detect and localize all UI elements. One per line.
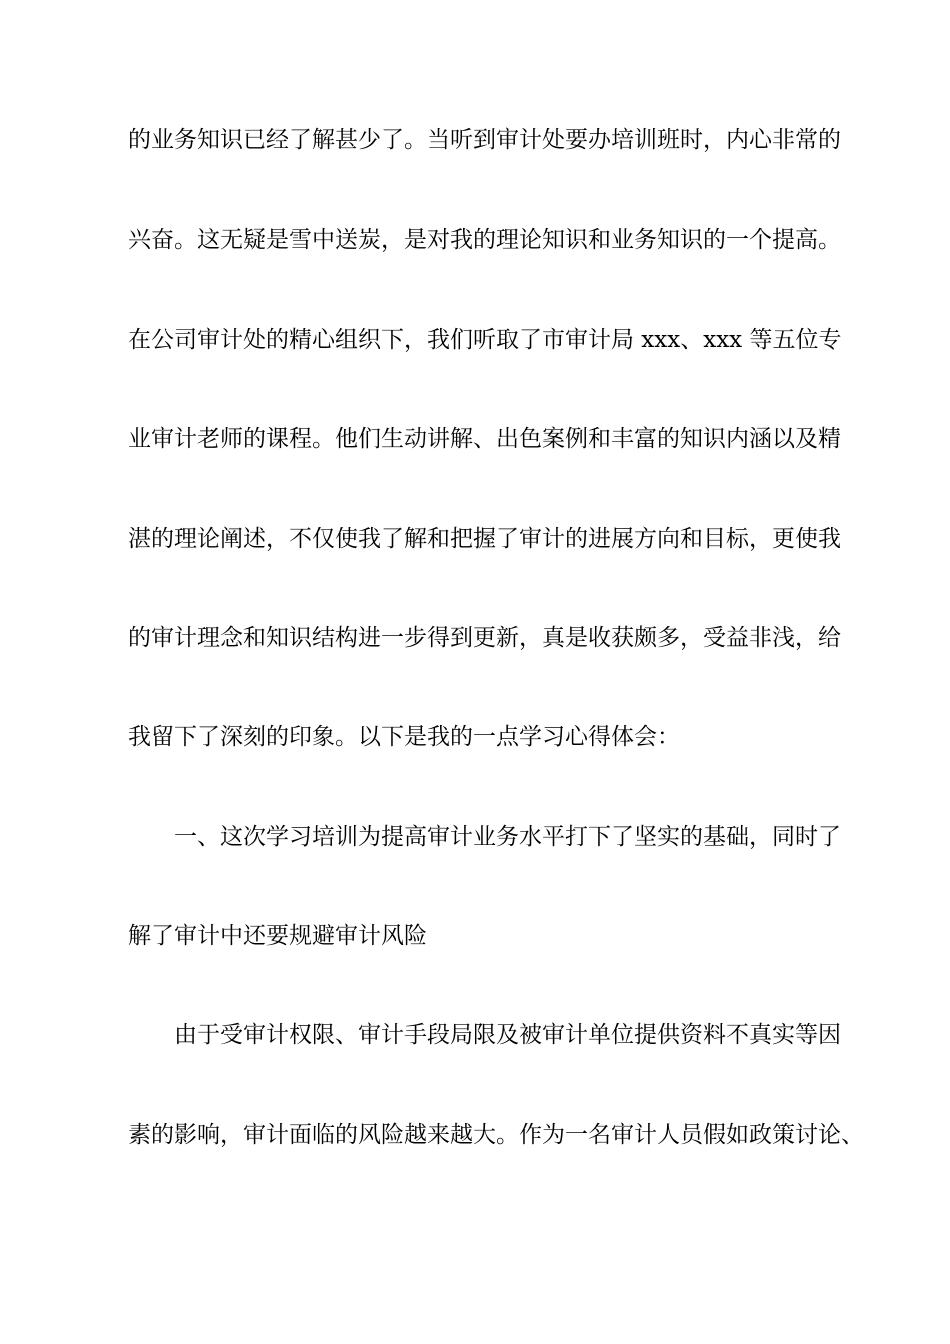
section-heading-line-1: 一、这次学习培训为提高审计业务水平打下了坚实的基础，同时了 bbox=[174, 824, 841, 850]
paragraph-line-4: 业审计老师的课程。他们生动讲解、出色案例和丰富的知识内涵以及精 bbox=[128, 426, 841, 452]
paragraph-line-7: 我留下了深刻的印象。以下是我的一点学习心得体会： bbox=[128, 724, 680, 750]
paragraph-line-3: 在公司审计处的精心组织下，我们听取了市审计局 xxx、xxx 等五位专 bbox=[128, 327, 842, 353]
paragraph-line-2: 兴奋。这无疑是雪中送炭，是对我的理论知识和业务知识的一个提高。 bbox=[128, 227, 841, 253]
paragraph-line-9: 素的影响，审计面临的风险越来越大。作为一名审计人员假如政策讨论、 bbox=[128, 1122, 864, 1148]
paragraph-line-5: 湛的理论阐述，不仅使我了解和把握了审计的进展方向和目标，更使我 bbox=[128, 526, 841, 552]
paragraph-line-8: 由于受审计权限、审计手段局限及被审计单位提供资料不真实等因 bbox=[174, 1022, 841, 1048]
paragraph-line-6: 的审计理念和知识结构进一步得到更新，真是收获颇多，受益非浅，给 bbox=[128, 625, 841, 651]
section-heading-line-2: 解了审计中还要规避审计风险 bbox=[128, 923, 427, 949]
paragraph-line-1: 的业务知识已经了解甚少了。当听到审计处要办培训班时，内心非常的 bbox=[128, 127, 841, 153]
